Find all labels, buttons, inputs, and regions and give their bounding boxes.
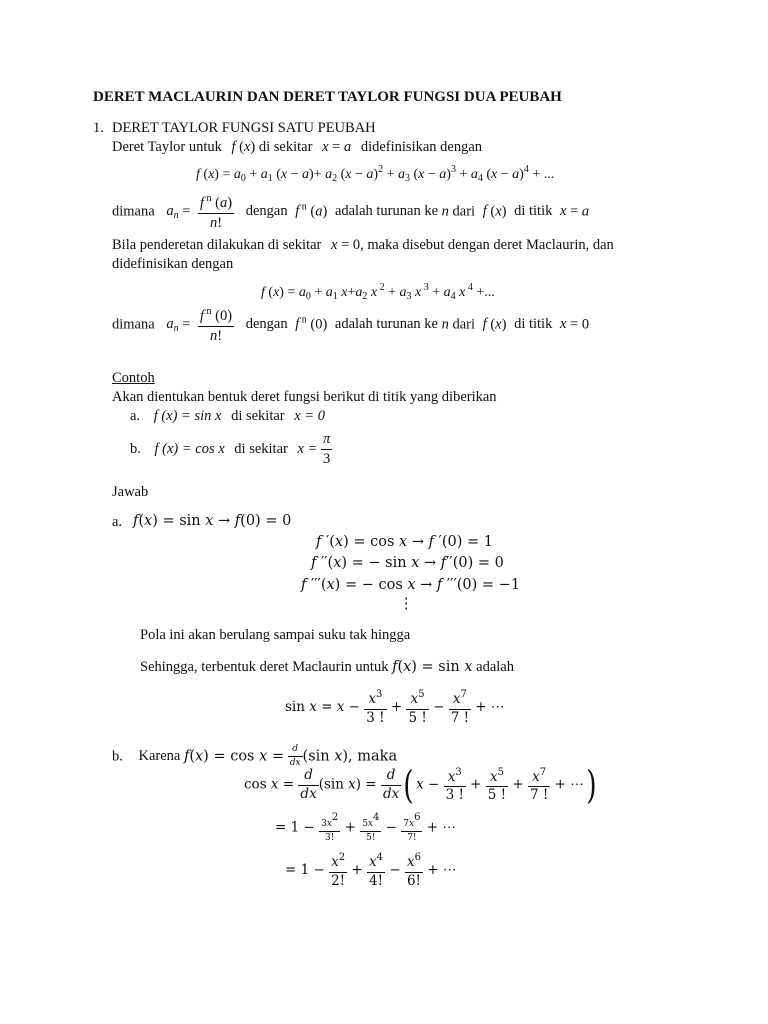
item-function: f (x) = sin x — [153, 408, 222, 424]
sehingga-line — [140, 660, 514, 675]
maclaurin-formula: f $(x) = a_0 + a_1$ $x+a_2$ x $^2 + a_3$ x $^3 + a_4$ x $^4$ +... — [261, 282, 495, 302]
dimana-text: dimana — [112, 316, 155, 333]
intro-text: Deret Taylor untuk — [112, 139, 222, 155]
taylor-intro: Deret Taylor untuk f (x) di sekitar x = a didefinisikan dengan — [112, 139, 483, 155]
section-heading: DERET TAYLOR FUNGSI SATU PEUBAH — [112, 120, 376, 136]
contoh-heading: Contoh — [112, 370, 155, 386]
item-label: a. — [130, 408, 141, 424]
pola-text: Pola ini akan berulang sampai suku tak hingga — [140, 627, 411, 643]
maclaurin-text: , maka disebut dengan deret Maclaurin, dan — [360, 237, 614, 253]
cos-derivation-2: = 1 − $\frac{3𝑥^2}{3!}$ + $\frac{5𝑥^4}{5!}$ − $\frac{7𝑥^6}{7!}$ + ⋯ — [275, 812, 456, 843]
item-point: x = — [297, 440, 318, 457]
cos-derivation-1: cos 𝑥 = $\frac{\text{𝑑}}{\text{𝑑𝑥}}$ (sin 𝑥) = $\frac{\text{𝑑}}{\text{𝑑𝑥}}$ ( 𝑥 − $\frac{𝑥^3}{3 !}$ + $\frac{𝑥^5}{5 !}$ + $\frac{𝑥^7}{7 !}$ + ⋯) — [244, 763, 597, 807]
karena-text: Karena — [138, 748, 181, 765]
maclaurin-line2: didefinisikan dengan — [112, 256, 234, 272]
pi-numerator: π — [321, 432, 332, 450]
jawab-heading: Jawab — [112, 484, 149, 500]
sehingga-text: adalah — [476, 659, 514, 675]
item-label: b. — [130, 440, 141, 457]
maclaurin-line1: Bila penderetan dilakukan di sekitar x = 0, maka disebut dengan deret Maclaurin, dan — [112, 237, 614, 253]
turunan-text: adalah turunan ke — [334, 316, 438, 333]
item-label: b. — [112, 748, 123, 765]
dari-text: dari — [452, 203, 476, 220]
turunan-text: adalah turunan ke — [334, 203, 439, 220]
maclaurin-text: Bila penderetan dilakukan di sekitar — [112, 237, 322, 253]
item-point: x = 0 — [294, 408, 325, 424]
maclaurin-coefficient: dimana $a_n$ = $\frac{f ^n (0)}{n!}$ dengan f $^n$ (0) adalah turunan ke n dari f (x) di titik x = 0 — [112, 306, 590, 344]
dengan-text: dengan — [245, 316, 288, 333]
cos-function: 𝑓(𝑥) = cos 𝑥 = — [183, 748, 285, 765]
intro-text: didefinisikan dengan — [360, 139, 483, 155]
jawab-a-line1: 𝑓(𝑥) = sin 𝑥 → 𝑓(0) = 0 — [133, 513, 292, 529]
taylor-formula: f $(x) = a_0 + a_1$ $(x - a)+ a_2$ $(x - a)^2 + a_3$ $(x - a)^3 + a_4$ $(x - a)^4$ + ... — [196, 164, 555, 184]
dari-text: dari — [452, 316, 476, 333]
jawab-a-line4: 𝑓 ′′′(𝑥) = − cos 𝑥 → 𝑓 ′′′(0) = −1 — [301, 577, 521, 593]
item-text: di sekitar — [234, 440, 288, 457]
contoh-item-a — [130, 409, 325, 424]
jawab-a-label: a. — [112, 514, 123, 530]
maka-text: (sin 𝑥), maka — [302, 748, 398, 765]
contoh-item-b — [130, 432, 332, 466]
di-titik-text: di titik — [514, 203, 553, 220]
di-titik-text: di titik — [514, 316, 553, 333]
jawab-a-line3: 𝑓 ′′(𝑥) = − sin 𝑥 → 𝑓′′(0) = 0 — [311, 555, 504, 571]
sehingga-function: 𝑓(𝑥) = sin 𝑥 — [392, 659, 473, 675]
intro-text: di sekitar — [258, 139, 313, 155]
vdots: ⋮ — [399, 596, 414, 612]
denominator: 3 — [322, 450, 331, 467]
dimana-text: dimana — [112, 203, 155, 220]
item-function: f (x) = cos x — [154, 440, 225, 457]
sin-series: sin 𝑥 = 𝑥 − $\frac{𝑥^3}{3 !}$ + $\frac{𝑥^5}{5 !}$ − $\frac{𝑥^7}{7 !}$ + ⋯ — [285, 689, 505, 726]
dengan-text: dengan — [245, 203, 288, 220]
taylor-coefficient: dimana $a_n$ = $\frac{f ^n (a)}{n!}$ dengan f $^n$ (a) adalah turunan ke n dari f (x) di titik x = a — [112, 193, 590, 231]
section-number: 1. — [93, 120, 104, 136]
sehingga-text: Sehingga, terbentuk deret Maclaurin untuk — [140, 659, 389, 675]
jawab-a-line2: 𝑓 ′(𝑥) = cos 𝑥 → 𝑓 ′(0) = 1 — [316, 534, 493, 550]
page-title: DERET MACLAURIN DAN DERET TAYLOR FUNGSI DUA PEUBAH — [93, 89, 562, 105]
contoh-intro: Akan dientukan bentuk deret fungsi berikut di titik yang diberikan — [112, 389, 497, 405]
jawab-b-line: b. Karena 𝑓(𝑥) = cos 𝑥 = $\frac{\text{𝑑}}{\text{𝑑𝑥}}$ (sin 𝑥), maka — [112, 744, 398, 768]
cos-derivation-3: = 1 − $\frac{𝑥^2}{2!}$ + $\frac{𝑥^4}{4!}$ − $\frac{𝑥^6}{6!}$ + ⋯ — [285, 852, 457, 889]
item-text: di sekitar — [231, 408, 285, 424]
